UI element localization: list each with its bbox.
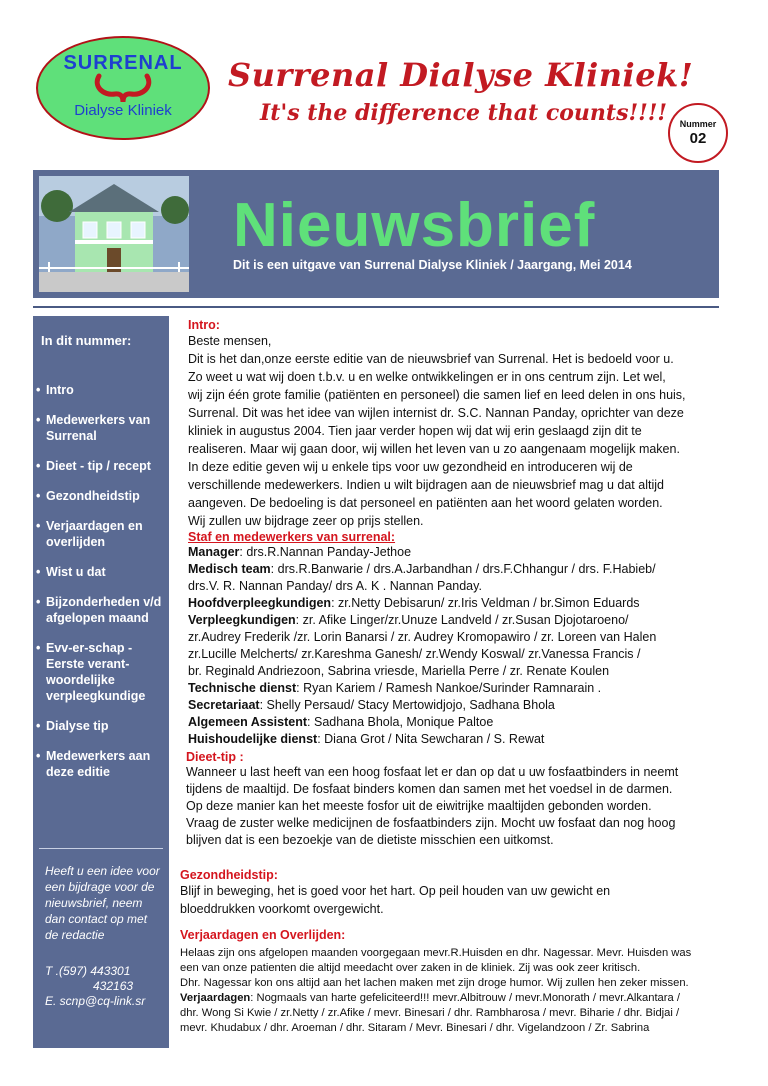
staff-medical-cont: drs.V. R. Nannan Panday/ drs A. K . Nannan Panday. [188, 579, 482, 593]
staff-nurses-cont: zr.Lucille Melcherts/ zr.Kareshma Ganesh/ zr.Wendy Koswal/ zr.Vanessa Francis / [188, 647, 641, 661]
staff-nurses-value: : zr. Afike Linger/zr.Unuze Landveld / zr.Susan Djojotaroeno/ [295, 613, 629, 627]
diet-tip-line: Vraag de zuster welke medicijnen de fosfaatbinders zijn. Mocht uw fosfaat dan nog hoog [186, 816, 676, 830]
staff-nurses-cont: zr.Audrey Frederik /zr. Lorin Banarsi / zr. Audrey Kromopawiro / zr. Loreen van Halen [188, 630, 657, 644]
clinic-logo [36, 36, 210, 140]
diet-tip-line: blijven dat is een bezoekje van de dietiste misschien een uitkomst. [186, 833, 554, 847]
staff-head-nurses [188, 595, 708, 612]
diet-tip-section [186, 750, 706, 849]
intro-line: kliniek in augustus 2004. Tien jaar verder hopen wij dat wij erin geslaagd zijn dit te [188, 424, 642, 438]
staff-heading: Staf en medewerkers van surrenal: [188, 530, 396, 544]
issue-number: 02 [689, 130, 707, 147]
birthday-label: Verjaardagen [180, 992, 251, 1004]
health-tip-line: bloeddrukken voorkomt overgewicht. [180, 902, 384, 916]
sidebar-contents-list [36, 382, 166, 794]
intro-line: Surrenal. Dit was het idee van wijlen internist dr. S.C. Nannan Panday, oprichter van deze [188, 406, 684, 420]
birthdays-section [180, 928, 740, 1036]
staff-technical-value: : Ryan Kariem / Ramesh Nankoe/Surinder Ramnarain . [296, 681, 602, 695]
intro-line: verschillende medewerkers. Indien u wilt bijdragen aan de nieuwsbrief mag u dat altijd [188, 478, 664, 492]
staff-medical-label: Medisch team [188, 562, 271, 576]
staff-manager [188, 544, 708, 561]
diet-tip-line: Op deze manier kan het meeste fosfor uit de eiwitrijke maaltijden gebonden worden. [186, 799, 652, 813]
staff-manager-value: : drs.R.Nannan Panday-Jethoe [239, 545, 412, 559]
diet-tip-heading: Dieet-tip : [186, 750, 244, 764]
email-address: E. scnp@cq-link.sr [45, 994, 146, 1008]
sidebar-item-dialysis-tip: • Dialyse tip [36, 718, 166, 734]
staff-nurses-cont: br. Reginald Andriezoon, Sabrina vriesde, Mariella Perre / zr. Renate Koulen [188, 664, 610, 678]
staff-secretariat-label: Secretariaat [188, 698, 260, 712]
sidebar-divider [39, 848, 163, 849]
banner-title: Nieuwsbrief [233, 191, 596, 260]
sidebar-heading: In dit nummer: [41, 333, 132, 348]
staff-medical-value: : drs.R.Banwarie / drs.A.Jarbandhan / drs.F.Chhangur / drs. F.Habieb/ [270, 562, 656, 576]
staff-household [188, 731, 708, 748]
diet-tip-line: tijdens de maaltijd. De fosfaat binders komen dan samen met het voedsel in de darmen. [186, 782, 673, 796]
intro-line: Zo weet u wat wij doen t.b.v. u en welke ontwikkelingen er in ons centrum zijn. Let wel, [188, 370, 666, 384]
sidebar-item-evv: • Evv-er-schap - Eerste verant-woordelijke verpleegkundige [36, 640, 166, 704]
sidebar-item-highlights: • Bijzonderheden v/d afgelopen maand [36, 594, 166, 626]
staff-manager-label: Manager [188, 545, 240, 559]
staff-technical-label: Technische dienst [188, 681, 297, 695]
intro-line: wij zijn één grote familie (patiënten en personeel) die samen lief en leed delen in ons huis, [188, 388, 686, 402]
clinic-house-photo [39, 176, 189, 292]
staff-assistant-label: Algemeen Assistent [188, 715, 308, 729]
sidebar-item-contributors: • Medewerkers aan deze editie [36, 748, 166, 780]
logo-top-text: SURRENAL [63, 52, 183, 74]
kidney-icon [93, 72, 153, 106]
obituary-line: een van onze patienten die altijd meedacht over zaken in de kliniek. Zij was ook zeer kritisch. [180, 962, 641, 974]
sidebar-item-did-you-know: • Wist u dat [36, 564, 166, 580]
newsletter-banner [33, 170, 719, 298]
header-divider [33, 306, 719, 308]
staff-household-value: : Diana Grot / Nita Sewcharan / S. Rewat [317, 732, 545, 746]
clinic-slogan: It's the difference that counts!!!! [260, 100, 668, 126]
issue-label: Nummer [679, 119, 717, 129]
phone-number-1: T .(597) 443301 [45, 964, 131, 978]
staff-head-nurses-label: Hoofdverpleegkundigen [188, 596, 332, 610]
sidebar-contact-note: Heeft u een idee voor een bijdrage voor de nieuwsbrief, neem dan contact op met de redactie [45, 864, 160, 942]
obituary-line: Helaas zijn ons afgelopen maanden voorgegaan mevr.R.Huisden en dhr. Nagessar. Mevr. Huisden was [180, 947, 692, 959]
intro-line: realiseren. Maar wij gaan door, wij willen het leven van u zo aangenaam mogelijk maken. [188, 442, 680, 456]
health-tip-heading: Gezondheidstip: [180, 868, 278, 882]
birthday-value: : Nogmaals van harte gefeliciteerd!!! mevr.Albitrouw / mevr.Monorath / mevr.Alkantara / [250, 992, 680, 1004]
staff-household-label: Huishoudelijke dienst [188, 732, 318, 746]
intro-line: Wij zullen uw bijdrage zeer op prijs stellen. [188, 514, 424, 528]
staff-assistant-value: : Sadhana Bhola, Monique Paltoe [307, 715, 494, 729]
sidebar-item-staff: • Medewerkers van Surrenal [36, 412, 166, 444]
staff-assistant [188, 714, 708, 731]
phone-number-2: 432163 [93, 979, 134, 993]
clinic-title: Surrenal Dialyse Kliniek! [228, 56, 694, 94]
health-tip-section [180, 868, 700, 918]
logo-bottom-text: Dialyse Kliniek [74, 102, 172, 119]
birthday-line: dhr. Wong Si Kwie / zr.Netty / zr.Afike / mevr. Binesari / dhr. Rambharosa / mevr. Biharie / dhr. Bidjai / [180, 1007, 680, 1019]
intro-line: Beste mensen, [188, 334, 272, 348]
obituary-line: Dhr. Nagessar kon ons altijd aan het lachen maken met zijn droge humor. Wij zullen hen zeker missen. [180, 977, 689, 989]
staff-section [188, 530, 708, 748]
sidebar-item-diet: • Dieet - tip / recept [36, 458, 166, 474]
staff-secretariat-value: : Shelly Persaud/ Stacy Mertowidjojo, Sadhana Bhola [259, 698, 555, 712]
birthday-line [180, 991, 740, 1006]
intro-line: aangeven. De bedoeling is dat personeel en patiënten aan het woord gelaten worden. [188, 496, 663, 510]
staff-nurses [188, 612, 708, 629]
intro-section [188, 318, 708, 530]
banner-subtitle: Dit is een uitgave van Surrenal Dialyse Kliniek / Jaargang, Mei 2014 [233, 258, 632, 272]
staff-nurses-label: Verpleegkundigen [188, 613, 296, 627]
birthdays-heading: Verjaardagen en Overlijden: [180, 928, 346, 942]
intro-line: In deze editie geven wij u enkele tips voor uw gezondheid en introduceren wij de [188, 460, 633, 474]
intro-line: Dit is het dan,onze eerste editie van de nieuwsbrief van Surrenal. Het is bedoeld voor u. [188, 352, 674, 366]
intro-heading: Intro: [188, 318, 220, 332]
birthday-line: mevr. Khudabux / dhr. Aroeman / dhr. Sitaram / Mevr. Binesari / dhr. Vigelandzoon / Zr. Sabrina [180, 1022, 650, 1034]
sidebar [33, 316, 169, 1048]
health-tip-line: Blijf in beweging, het is goed voor het hart. Op peil houden van uw gewicht en [180, 884, 611, 898]
staff-medical [188, 561, 708, 578]
diet-tip-line: Wanneer u last heeft van een hoog fosfaat let er dan op dat u uw fosfaatbinders in neemt [186, 765, 679, 779]
staff-secretariat [188, 697, 708, 714]
sidebar-item-intro: • Intro [36, 382, 166, 398]
staff-head-nurses-value: : zr.Netty Debisarun/ zr.Iris Veldman / br.Simon Eduards [331, 596, 640, 610]
sidebar-item-birthdays: • Verjaardagen en overlijden [36, 518, 166, 550]
issue-badge [668, 103, 728, 163]
staff-technical [188, 680, 708, 697]
sidebar-contact-details [45, 964, 163, 1009]
sidebar-item-health: • Gezondheidstip [36, 488, 166, 504]
